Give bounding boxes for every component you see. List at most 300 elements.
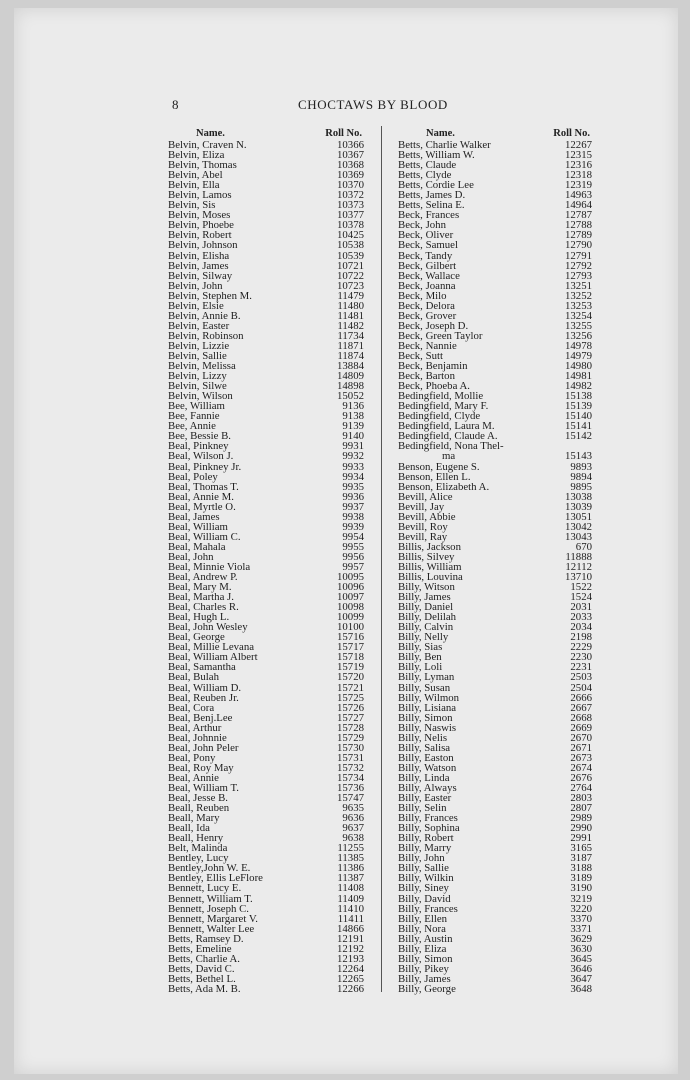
entry-name: Betts, Cordie Lee [398,179,474,192]
entry-name: Belvin, Thomas [168,159,237,172]
entry-roll-number: 15143 [565,450,592,463]
entry-roll-number: 2674 [570,761,592,774]
roll-entry [168,451,364,461]
entry-roll-number: 3645 [570,952,592,965]
entry-roll-number: 10367 [337,149,364,162]
entry-roll-number: 12793 [565,269,592,282]
entry-roll-number: 2031 [570,601,592,614]
entry-name: Billis, Louvina [398,571,463,584]
entry-roll-number: 13043 [565,530,592,543]
entry-roll-number: 11871 [337,339,364,352]
entry-roll-number: 2671 [570,741,592,754]
entry-roll-number: 11480 [337,299,364,312]
entry-roll-number: 10098 [337,601,364,614]
entry-name: Billy, Always [398,782,457,794]
entry-roll-number: 2989 [570,812,592,825]
entry-roll-number: 670 [575,540,592,553]
entry-name: Billy, Sias [398,641,443,654]
entry-name: Beall, Ida [168,822,210,835]
entry-roll-number: 12790 [565,239,592,252]
entry-roll-number: 3189 [570,872,592,885]
entry-name: Belvin, Lizzie [168,339,230,352]
entry-roll-number: 11411 [337,912,364,925]
entry-roll-number: 2230 [570,651,592,664]
entry-roll-number: 2666 [570,691,592,704]
entry-name: Benson, Ellen L. [398,470,471,483]
entry-roll-number: 14866 [337,922,364,935]
entry-roll-number: 9955 [342,540,364,553]
entry-roll-number: 2676 [570,771,592,784]
entry-name: Belt, Malinda [168,842,228,855]
entry-roll-number: 12791 [565,249,592,262]
entry-roll-number: 12789 [565,229,592,242]
entry-name: Bevill, Jay [398,500,445,513]
entry-roll-number: 12788 [565,219,592,232]
entry-name: Bennett, William T. [168,892,253,905]
entry-roll-number: 14980 [565,360,592,373]
entry-name: Beal, John [168,550,214,563]
entry-roll-number: 15717 [337,641,364,654]
entry-roll-number: 15727 [337,711,364,724]
entry-name: Beal, Andrew P. [168,571,238,584]
entry-roll-number: 2668 [570,711,592,724]
entry-name: Beal, James [168,510,220,523]
entry-name: Billy, Salisa [398,741,451,754]
entry-name: Beal, John Peler [168,741,239,754]
entry-name: Billy, Austin [398,932,453,945]
entry-roll-number: 3629 [570,932,592,945]
entry-name: Betts, William W. [398,149,475,162]
entry-roll-number: 10538 [337,239,364,252]
entry-roll-number: 9637 [342,822,364,835]
entry-roll-number: 15141 [565,420,592,433]
entry-name: Beal, Benj.Lee [168,711,233,724]
entry-roll-number: 15732 [337,761,364,774]
entry-name: Beck, Barton [398,370,455,383]
entry-roll-number: 9893 [570,460,592,473]
entry-roll-number: 15721 [337,681,364,694]
entry-name: Beal, Annie M. [168,490,234,503]
entry-name: Bevill, Abbie [398,510,456,523]
entry-name: Belvin, Elsie [168,299,224,312]
entry-name: Belvin, Craven N. [168,139,247,151]
entry-roll-number: 14809 [337,370,364,383]
entry-roll-number: 10095 [337,571,364,584]
roll-list-left [168,140,364,994]
entry-name: Billy, Sallie [398,862,449,875]
roll-column-left [168,128,364,994]
entry-name: Beall, Reuben [168,802,230,815]
entry-name: Beck, Joanna [398,279,456,292]
header-roll: Roll No. [325,128,362,139]
entry-roll-number: 15138 [565,390,592,403]
entry-name: Beal, Mary M. [168,581,232,594]
roll-column-right [398,128,592,994]
entry-roll-number: 10373 [337,199,364,212]
entry-name: Betts, Ramsey D. [168,932,244,945]
entry-name: Billy, Daniel [398,601,454,614]
entry-name: Beal, Martha J. [168,591,234,604]
entry-name: Billy, Nora [398,922,446,935]
entry-name: Bentley, Lucy [168,852,229,865]
entry-roll-number: 15052 [337,390,364,403]
entry-roll-number: 10366 [337,139,364,151]
entry-name: Billy, Nelis [398,731,448,744]
entry-name: Billy, Marry [398,842,452,855]
entry-name: Beal, Millie Levana [168,641,255,654]
entry-name: Beck, Frances [398,209,460,222]
entry-name: Beal, Myrtle O. [168,500,236,513]
entry-roll-number: 2231 [570,661,592,674]
entry-name: Bennett, Margaret V. [168,912,258,925]
entry-roll-number: 2504 [570,681,592,694]
entry-name: Billy, Wilmon [398,691,460,704]
entry-name: Betts, Claude [398,159,457,172]
entry-roll-number: 11385 [337,852,364,865]
entry-name: Billis, Jackson [398,540,461,553]
entry-name: Beal, Samantha [168,661,236,674]
entry-roll-number: 2034 [570,621,592,634]
entry-name: Belvin, Wilson [168,390,233,403]
entry-roll-number: 3648 [570,982,592,995]
entry-roll-number: 13253 [565,299,592,312]
entry-roll-number: 2673 [570,751,592,764]
header-roll: Roll No. [553,128,590,139]
entry-roll-number: 13254 [565,309,592,322]
entry-name: Beal, Bulah [168,671,219,684]
entry-name: Bedingfield, Clyde [398,410,481,423]
entry-name: Bennett, Lucy E. [168,882,242,895]
entry-roll-number: 3630 [570,942,592,955]
entry-roll-number: 11409 [337,892,364,905]
entry-name: Billy, Loli [398,661,443,674]
entry-roll-number: 9957 [342,560,364,573]
entry-roll-number: 15142 [565,430,592,443]
entry-roll-number: 3190 [570,882,592,895]
entry-roll-number: 12319 [565,179,592,192]
entry-roll-number: 15725 [337,691,364,704]
entry-roll-number: 15718 [337,651,364,664]
entry-name: Belvin, Robinson [168,329,244,342]
entry-name: Billy, Frances [398,812,458,825]
entry-roll-number: 2670 [570,731,592,744]
entry-roll-number: 3646 [570,962,592,975]
entry-name: Billy, Robert [398,832,454,845]
entry-name: Billy, Siney [398,882,449,895]
entry-name: Bentley,John W. E. [168,862,251,875]
header-name: Name. [196,128,225,139]
entry-roll-number: 3220 [570,902,592,915]
entry-roll-number: 12266 [337,982,364,995]
entry-name: Belvin, Eliza [168,149,225,162]
entry-roll-number: 11874 [337,349,364,362]
entry-roll-number: 14981 [565,370,592,383]
entry-name: Belvin, Abel [168,169,223,182]
entry-roll-number: 10370 [337,179,364,192]
entry-roll-number: 3188 [570,862,592,875]
entry-name: Billy, Frances [398,902,458,915]
roll-entry [398,883,592,893]
entry-name: Betts, Clyde [398,169,452,182]
entry-roll-number: 1524 [570,591,592,604]
entry-roll-number: 3219 [570,892,592,905]
entry-name: Bennett, Walter Lee [168,922,255,935]
entry-roll-number: 12112 [565,560,592,573]
entry-roll-number: 3165 [570,842,592,855]
entry-roll-number: 10377 [337,209,364,222]
roll-entry [398,240,592,250]
entry-name: Billy, John [398,852,445,865]
entry-roll-number: 10096 [337,581,364,594]
entry-name: Billy, Lyman [398,671,455,684]
entry-name: Beal, Poley [168,470,218,483]
entry-roll-number: 14964 [565,199,592,212]
entry-name: Beal, Minnie Viola [168,560,251,573]
entry-roll-number: 15736 [337,782,364,794]
entry-name: Belvin, Ella [168,179,220,192]
entry-roll-number: 2669 [570,721,592,734]
entry-roll-number: 11482 [337,319,364,332]
entry-roll-number: 9934 [342,470,364,483]
entry-roll-number: 14982 [565,380,592,393]
entry-roll-number: 12191 [337,932,364,945]
entry-name: Bedingfield, Nona Thel- [398,440,504,453]
entry-roll-number: 12265 [337,972,364,985]
entry-roll-number: 12264 [337,962,364,975]
entry-name: Belvin, Phoebe [168,219,234,232]
entry-name: Bevill, Ray [398,530,448,543]
entry-roll-number: 2503 [570,671,592,684]
entry-roll-number: 13039 [565,500,592,513]
entry-roll-number: 13051 [565,510,592,523]
entry-name: Billy, Susan [398,681,451,694]
entry-name: Betts, Charlie A. [168,952,240,965]
entry-name: Beck, Samuel [398,239,458,252]
entry-roll-number: 13038 [565,490,592,503]
entry-name: Billis, William [398,560,462,573]
entry-name: Beall, Mary [168,812,220,825]
entry-name: Billy, Witson [398,581,455,594]
entry-name: Beck, Oliver [398,229,454,242]
entry-name: Belvin, Moses [168,209,231,222]
entry-roll-number: 9932 [342,450,364,463]
entry-name: Beck, John [398,219,446,232]
entry-name: Belvin, Easter [168,319,230,332]
entry-roll-number: 9139 [342,420,364,433]
entry-name: Billis, Silvey [398,550,455,563]
entry-name: Billy, Delilah [398,611,457,624]
entry-name: Billy, Pikey [398,962,449,975]
entry-roll-number: 2807 [570,802,592,815]
entry-roll-number: 14963 [565,189,592,202]
entry-roll-number: 9937 [342,500,364,513]
entry-name: Billy, James [398,972,451,985]
entry-roll-number: 9894 [570,470,592,483]
entry-name: Belvin, Stephen M. [168,289,252,302]
entry-roll-number: 9140 [342,430,364,443]
entry-name: Beal, Annie [168,771,219,784]
entry-roll-number: 10369 [337,169,364,182]
entry-name: Beal, William D. [168,681,242,694]
entry-roll-number: 10539 [337,249,364,262]
entry-name: Beal, Johnnie [168,731,227,744]
entry-roll-number: 9935 [342,480,364,493]
entry-roll-number: 9933 [342,460,364,473]
entry-roll-number: 9954 [342,530,364,543]
roll-entry [168,883,364,893]
entry-name: Benson, Eugene S. [398,460,480,473]
entry-roll-number: 10368 [337,159,364,172]
entry-name: Beal, Arthur [168,721,222,734]
entry-name: Betts, James D. [398,189,466,202]
entry-name: Beck, Tandy [398,249,453,262]
roll-entry [398,451,592,461]
entry-name: Bentley, Ellis LeFlore [168,872,263,885]
entry-roll-number: 9635 [342,802,364,815]
entry-name: Billy, David [398,892,451,905]
entry-roll-number: 14898 [337,380,364,393]
entry-roll-number: 11386 [337,862,364,875]
entry-roll-number: 3371 [570,922,592,935]
entry-name: Belvin, Lizzy [168,370,227,383]
page-number: 8 [172,97,179,112]
entry-roll-number: 15140 [565,410,592,423]
entry-name: Billy, Simon [398,952,453,965]
entry-roll-number: 11479 [337,289,364,302]
entry-name: Beal, William C. [168,530,241,543]
entry-name: Beck, Nannie [398,339,457,352]
entry-name: Beal, Wilson J. [168,450,234,463]
roll-entry [168,240,364,250]
entry-roll-number: 2667 [570,701,592,714]
entry-roll-number: 12787 [565,209,592,222]
entry-roll-number: 10100 [337,621,364,634]
entry-roll-number: 11481 [337,309,364,322]
entry-roll-number: 14979 [565,349,592,362]
entry-roll-number: 2990 [570,822,592,835]
entry-roll-number: 9136 [342,400,364,413]
entry-roll-number: 2198 [570,631,592,644]
entry-roll-number: 3370 [570,912,592,925]
entry-name: Bevill, Roy [398,520,448,533]
entry-name: Beall, Henry [168,832,224,845]
entry-roll-number: 13710 [565,571,592,584]
entry-roll-number: 15716 [337,631,364,644]
roll-entry [168,984,364,994]
entry-roll-number: 1522 [570,581,592,594]
entry-roll-number: 15728 [337,721,364,734]
entry-roll-number: 15719 [337,661,364,674]
entry-roll-number: 11734 [337,329,364,342]
entry-name: Bennett, Joseph C. [168,902,249,915]
entry-roll-number: 10721 [337,259,364,272]
entry-name: Beal, Reuben Jr. [168,691,239,704]
entry-roll-number: 15731 [337,751,364,764]
entry-roll-number: 11410 [337,902,364,915]
entry-name: Beal, Mahala [168,540,226,553]
entry-name: Belvin, John [168,279,223,292]
entry-roll-number: 12792 [565,259,592,272]
entry-name: Belvin, James [168,259,229,272]
entry-name: Belvin, Silway [168,269,233,282]
entry-name: Beck, Grover [398,309,457,322]
entry-roll-number: 9936 [342,490,364,503]
entry-roll-number: 9138 [342,410,364,423]
entry-name: Beck, Phoeba A. [398,380,470,393]
entry-name: Beal, Jesse B. [168,792,228,805]
entry-name: Beal, Roy May [168,761,234,774]
entry-name: Beal, John Wesley [168,621,248,634]
entry-name: Billy, Calvin [398,621,454,634]
entry-name: Belvin, Melissa [168,360,236,373]
entry-roll-number: 15730 [337,741,364,754]
entry-name: Billy, Ellen [398,912,448,925]
entry-roll-number: 2991 [570,832,592,845]
entry-roll-number: 15747 [337,792,364,805]
entry-name: Bee, William [168,400,225,413]
entry-roll-number: 12193 [337,952,364,965]
entry-name: Beal, William T. [168,782,239,794]
header-name: Name. [426,128,455,139]
entry-roll-number: 13252 [565,289,592,302]
entry-name: Beck, Sutt [398,349,443,362]
entry-name: Billy, Lisiana [398,701,457,714]
entry-name: Billy, Easton [398,751,454,764]
entry-roll-number: 11255 [337,842,364,855]
entry-name: Benson, Elizabeth A. [398,480,490,493]
entry-name: Belvin, Annie B. [168,309,241,322]
entry-name: ma [442,450,456,463]
column-divider [381,126,382,992]
page-title: CHOCTAWS BY BLOOD [298,97,448,112]
entry-name: Beal, William [168,520,228,533]
entry-name: Betts, Charlie Walker [398,139,491,151]
entry-roll-number: 9638 [342,832,364,845]
entry-name: Bee, Fannie [168,410,220,423]
entry-roll-number: 2033 [570,611,592,624]
entry-name: Betts, Emeline [168,942,232,955]
entry-name: Belvin, Elisha [168,249,230,262]
entry-roll-number: 10378 [337,219,364,232]
entry-name: Beal, Pinkney Jr. [168,460,242,473]
entry-name: Belvin, Lamos [168,189,232,202]
entry-roll-number: 9895 [570,480,592,493]
entry-name: Beck, Delora [398,299,455,312]
entry-roll-number: 11387 [337,872,364,885]
entry-name: Beal, Pony [168,751,216,764]
entry-name: Billy, Watson [398,761,457,774]
entry-name: Beal, Hugh L. [168,611,230,624]
roll-entry [398,984,592,994]
entry-name: Billy, Wilkin [398,872,454,885]
entry-name: Billy, Linda [398,771,450,784]
entry-name: Beal, Cora [168,701,215,714]
entry-name: Beck, Wallace [398,269,460,282]
entry-roll-number: 2803 [570,792,592,805]
entry-name: Betts, Ada M. B. [168,982,241,995]
entry-roll-number: 12267 [565,139,592,151]
entry-roll-number: 9939 [342,520,364,533]
entry-name: Belvin, Silwe [168,380,227,393]
entry-roll-number: 9938 [342,510,364,523]
entry-name: Belvin, Robert [168,229,232,242]
entry-name: Billy, James [398,591,451,604]
entry-name: Billy, George [398,982,456,995]
entry-roll-number: 15720 [337,671,364,684]
entry-name: Billy, Selin [398,802,447,815]
entry-name: Billy, Sophina [398,822,460,835]
entry-name: Billy, Easter [398,792,452,805]
